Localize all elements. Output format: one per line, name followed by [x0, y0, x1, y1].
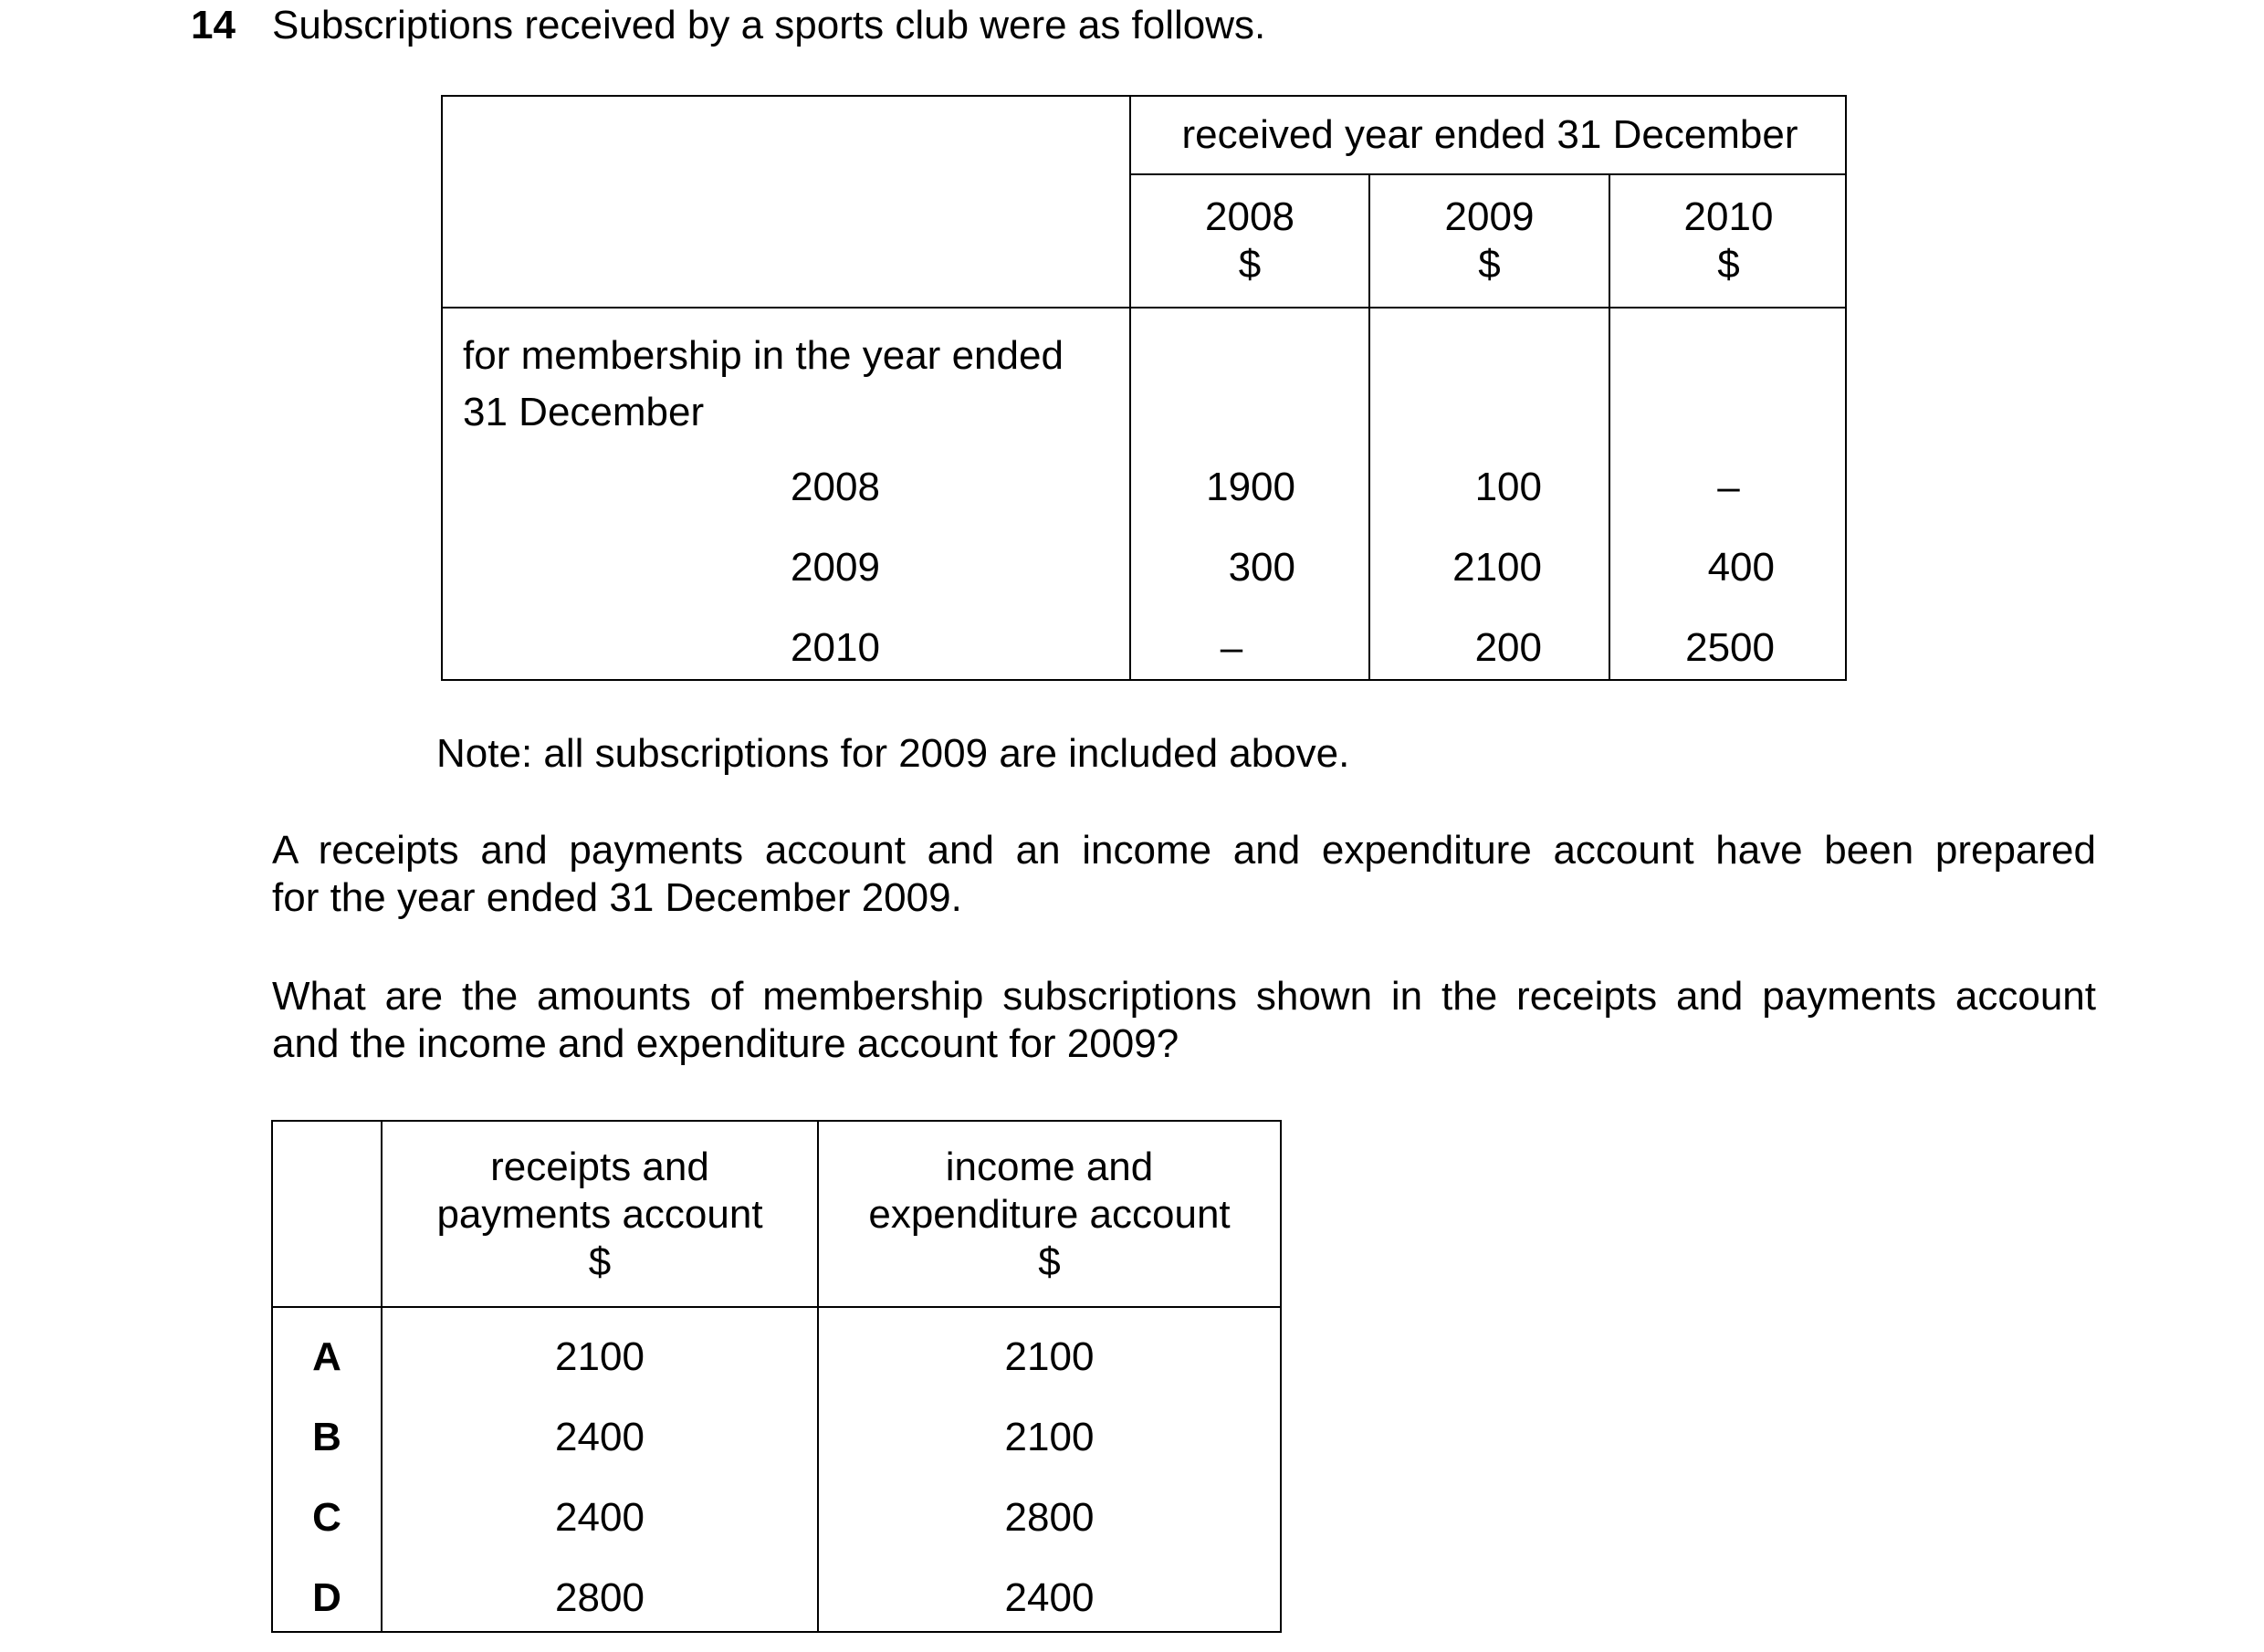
- year-header-2009: 2009: [1444, 194, 1535, 239]
- currency-header: $: [1717, 242, 1740, 287]
- table-cell: 400: [1707, 545, 1775, 590]
- table-cell: 300: [1228, 545, 1295, 590]
- column-header-income: income and: [945, 1145, 1154, 1189]
- currency-header: $: [588, 1239, 612, 1284]
- option-letter: C: [312, 1495, 341, 1540]
- paragraph-line: and the income and expenditure account for 2009?: [272, 1021, 1179, 1066]
- currency-header: $: [1478, 242, 1501, 287]
- table-divider: [443, 307, 1847, 308]
- option-income-value: 2100: [1004, 1334, 1095, 1379]
- options-table: [271, 1120, 1282, 1633]
- year-header-2010: 2010: [1683, 194, 1774, 239]
- option-receipts-value: 2400: [555, 1495, 645, 1540]
- table-cell: –: [1220, 625, 1243, 670]
- table-cell: 2100: [1452, 545, 1542, 590]
- received-header: received year ended 31 December: [1181, 112, 1798, 157]
- column-header-receipts: receipts and: [490, 1145, 709, 1189]
- row-label: 31 December: [463, 390, 705, 434]
- option-letter: B: [312, 1415, 341, 1459]
- year-header-2008: 2008: [1205, 194, 1294, 239]
- option-receipts-value: 2800: [555, 1575, 645, 1620]
- paragraph-line: for the year ended 31 December 2009.: [272, 875, 962, 920]
- table-divider: [1129, 97, 1131, 679]
- column-header-income: expenditure account: [868, 1192, 1231, 1237]
- subscriptions-table: [441, 95, 1847, 681]
- row-label: for membership in the year ended: [463, 333, 1064, 378]
- option-letter: A: [312, 1334, 341, 1379]
- table-divider: [1129, 173, 1847, 175]
- table-divider: [273, 1306, 1280, 1308]
- membership-year: 2008: [791, 465, 880, 509]
- column-header-receipts: payments account: [436, 1192, 763, 1237]
- membership-year: 2009: [791, 545, 880, 590]
- paragraph-line: A receipts and payments account and an income and expenditure account have been prepared: [272, 828, 2096, 873]
- option-income-value: 2400: [1004, 1575, 1095, 1620]
- table-cell: 100: [1474, 465, 1542, 509]
- currency-header: $: [1238, 242, 1262, 287]
- membership-year: 2010: [791, 625, 880, 670]
- table-cell: 2500: [1685, 625, 1775, 670]
- table-cell: 1900: [1206, 465, 1295, 509]
- currency-header: $: [1038, 1239, 1061, 1284]
- option-income-value: 2800: [1004, 1495, 1095, 1540]
- table-cell: 200: [1474, 625, 1542, 670]
- table-cell: –: [1717, 465, 1740, 509]
- option-income-value: 2100: [1004, 1415, 1095, 1459]
- option-receipts-value: 2400: [555, 1415, 645, 1459]
- option-receipts-value: 2100: [555, 1334, 645, 1379]
- note: Note: all subscriptions for 2009 are included above.: [436, 731, 1350, 776]
- question-intro: Subscriptions received by a sports club were as follows.: [272, 3, 1266, 47]
- question-number: 14: [191, 3, 236, 47]
- paragraph-line: What are the amounts of membership subscriptions shown in the receipts and payments account: [272, 974, 2096, 1019]
- option-letter: D: [312, 1575, 341, 1620]
